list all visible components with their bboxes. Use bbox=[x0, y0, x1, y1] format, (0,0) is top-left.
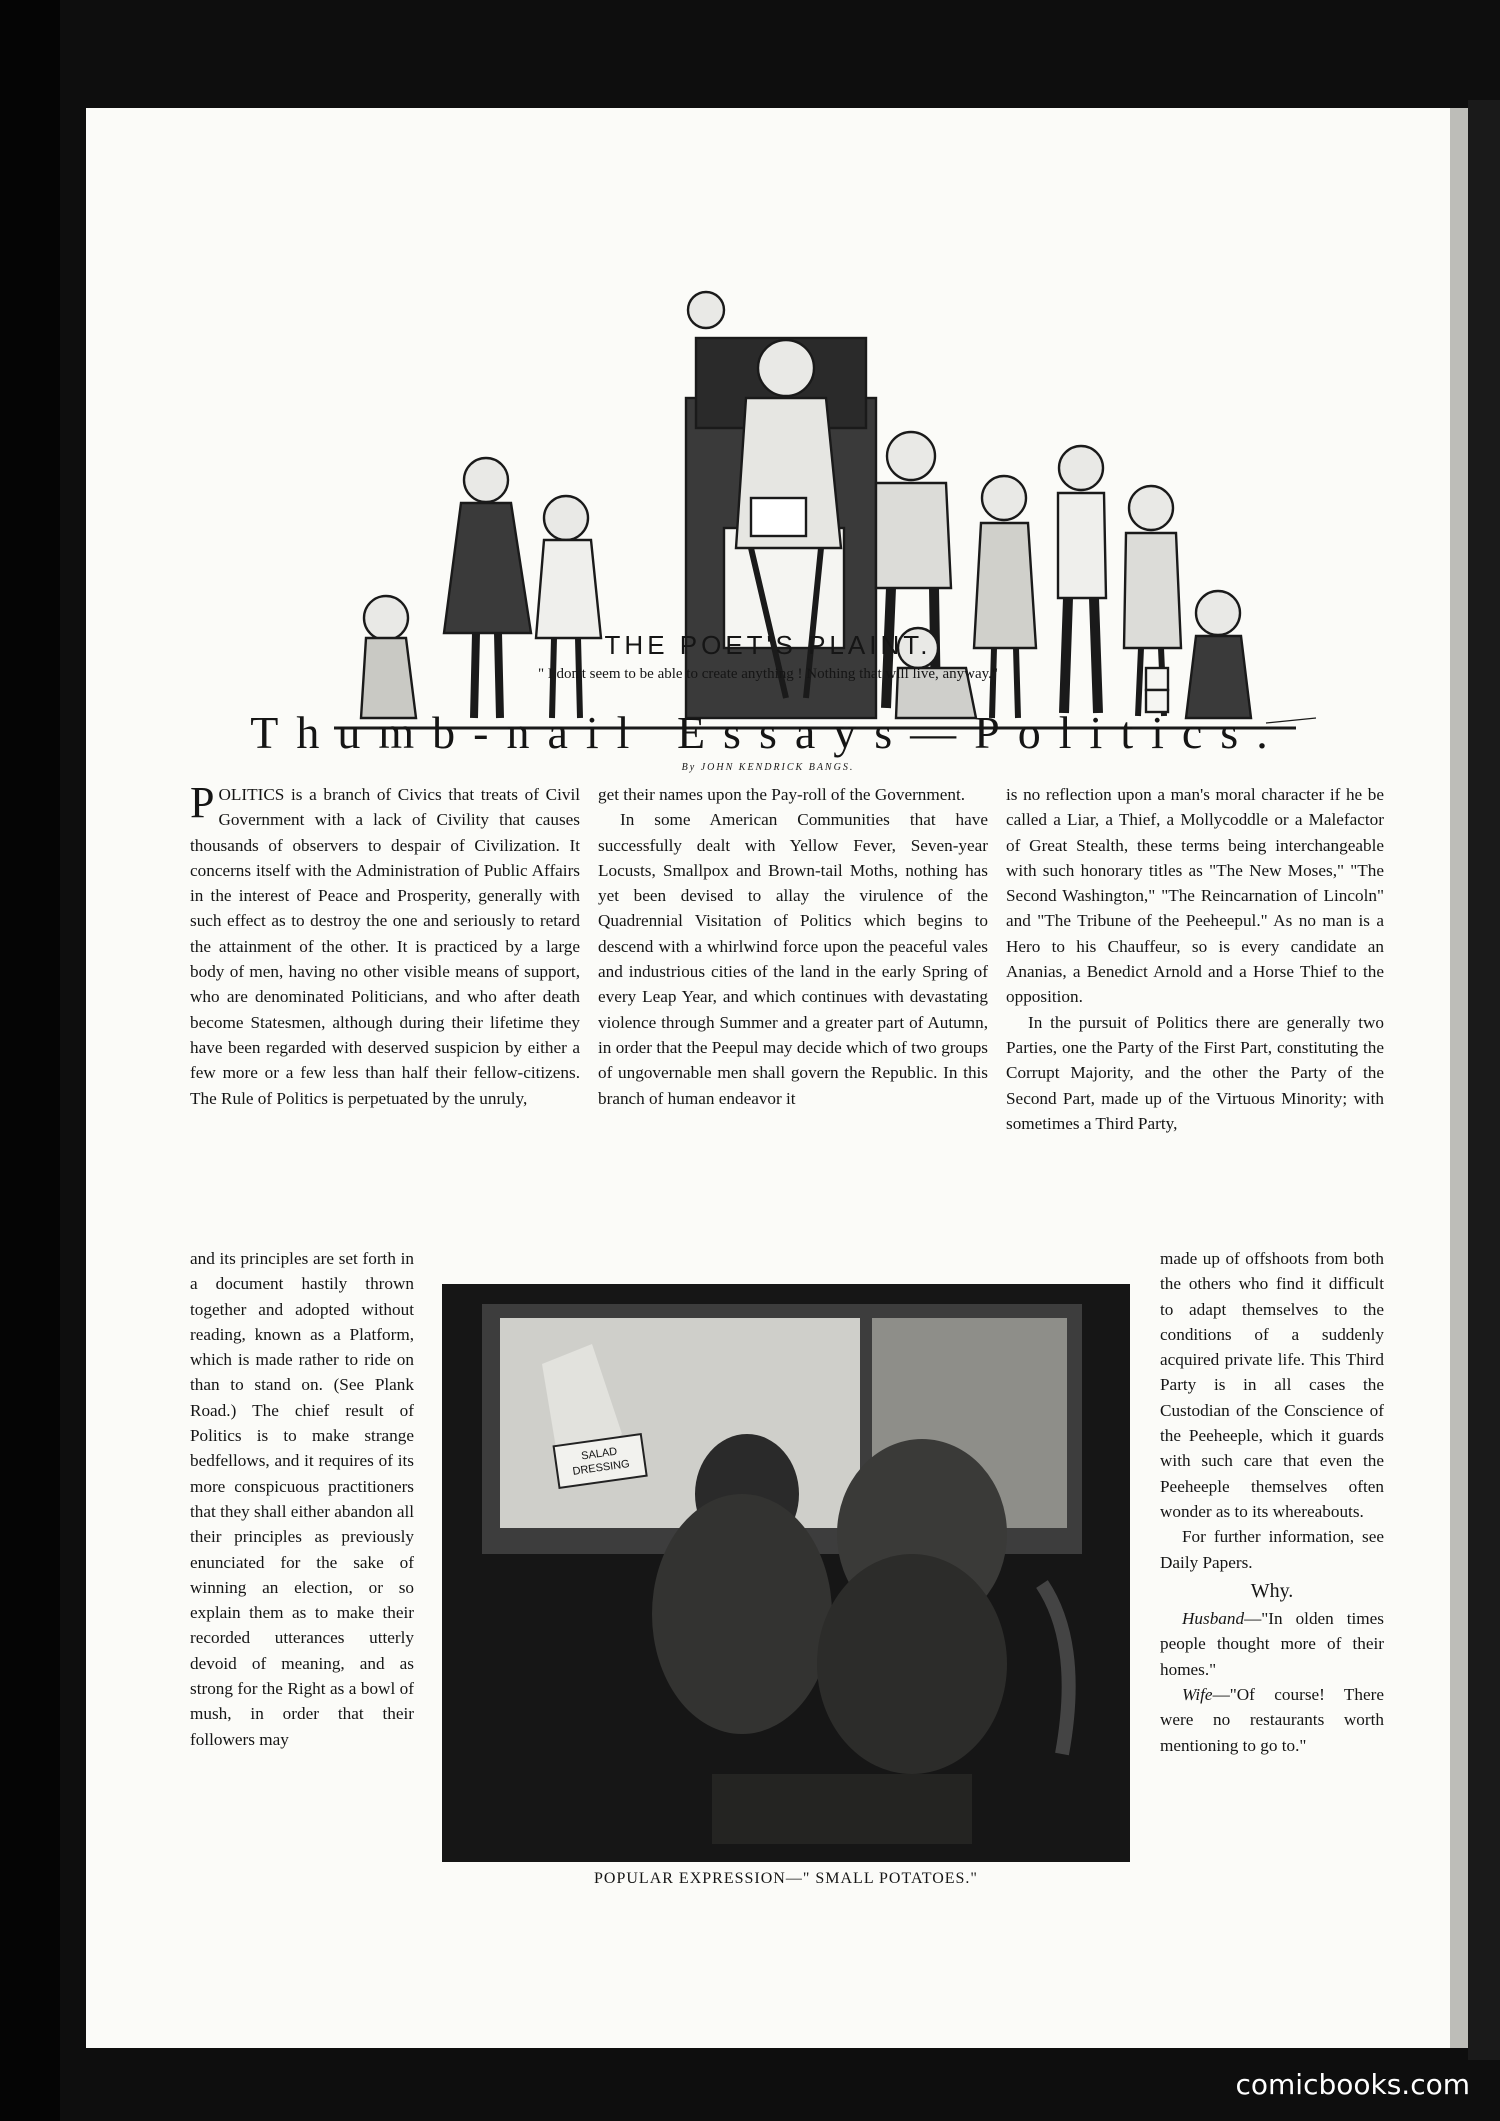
column-2-paragraph-1: get their names upon the Pay-roll of the Government. bbox=[598, 785, 966, 804]
facing-page-edge bbox=[1450, 108, 1468, 2048]
poet-plaint-illustration bbox=[246, 228, 1326, 738]
photo-caption: POPULAR EXPRESSION—" SMALL POTATOES." bbox=[594, 1870, 978, 1887]
article-column-3 bbox=[1006, 782, 1384, 1136]
why-husband-line bbox=[1160, 1606, 1384, 1682]
column-3-paragraph-1: is no reflection upon a man's moral character if he be called a Liar, a Thief, a Mollycoddle or a Malefactor of Great Stealth, these terms being interchangeable with such honorary titles as "The New Moses," "The Second Washington," "The Reincarnation of Lincoln" and "The Tribune of the Peeheepul." As no man is a Hero to his Chauffeur, so is every candidate an Ananias, a Benedict Arnold and a Horse Thief to the opposition. bbox=[1006, 785, 1384, 1007]
site-watermark: comicbooks.com bbox=[1235, 2068, 1470, 2101]
drop-cap: P bbox=[190, 778, 215, 827]
illustration-caption-title: THE POET'S PLAINT. bbox=[604, 630, 932, 660]
husband-text: —"In olden times people thought more of their homes." bbox=[1160, 1609, 1384, 1679]
column-3-paragraph-3: made up of offshoots from both the others who find it difficult to adapt themselves to the conditions of a suddenly acquired private life. This Third Party is in all cases the Custodian of the Conscience of the Peeheeple, which it guards with such care that even the Peeheeple themselves often wonder as to its whereabouts. bbox=[1160, 1249, 1384, 1521]
column-1-paragraph-1: OLITICS is a branch of Civics that treats of Civil Government with a lack of Civility that causes thousands of observers to despair of Civilization. It concerns itself with the Administration of Public Affairs in the interest of Peace and Prosperity, generally with such effect as to destroy the one and seriously to retard the attainment of the other. It is practiced by a large body of men, having no other visible means of support, who are denominated Politicians, and who after death become Statesmen, although during their lifetime they have been regarded with deserved suspicion by either a few more or a few less than half their fellow-citizens. The Rule of Politics is perpetuated by the unruly, bbox=[190, 785, 580, 1108]
column-3-paragraph-2: In the pursuit of Politics there are generally two Parties, one the Party of the First Part, constituting the Corrupt Majority, and the other the Party of the Second Part, made up of the Virtuous Minority; with sometimes a Third Party, bbox=[1006, 1012, 1384, 1133]
article-byline: By JOHN KENDRICK BANGS. bbox=[681, 762, 855, 773]
husband-label: Husband bbox=[1182, 1609, 1245, 1629]
wife-label: Wife bbox=[1182, 1685, 1213, 1705]
article-column-3-continued bbox=[1160, 1246, 1384, 1758]
column-2-paragraph-2: In some American Communities that have successfully dealt with Yellow Fever, Seven-year Locusts, Smallpox and Brown-tail Moths, nothing has yet been devised to allay the virulence of the Quadrennial Visitation of Politics which begins to descend with a whirlwind force upon the peaceful vales and industrious cities of the land in the early Spring of every Leap Year, and which continues with devastating violence through Summer and a greater part of Autumn, in order that the Peepul may decide which of two groups of ungovernable men shall govern the Republic. In this branch of human endeavor it bbox=[598, 810, 988, 1108]
magazine-page bbox=[86, 108, 1450, 2048]
wife-text: —"Of course! There were no restaurants worth mentioning to go to." bbox=[1160, 1685, 1384, 1755]
scan-border bbox=[0, 0, 60, 2121]
scan-border-right bbox=[1468, 100, 1500, 2060]
salad-dressing-sign: SALADDRESSING bbox=[571, 1445, 631, 1478]
column-1-paragraph-2: and its principles are set forth in a document hastily thrown together and adopted without reading, known as a Platform, which is made rather to ride on than to stand on. (See Plank Road.) The chief result of Politics is to make strange bedfellows, and it requires of its more conspicuous practitioners that they shall either abandon all their principles as previously enunciated for the sake of winning an election, or so explain them as to make their recorded utterances utterly devoid of meaning, and as strong for the Right as a bowl of mush, in order that their followers may bbox=[190, 1249, 414, 1749]
column-3-paragraph-4: For further information, see Daily Papers. bbox=[1160, 1527, 1384, 1572]
article-title: Thumb-nail Essays—Politics. bbox=[250, 707, 1286, 758]
article-column-1 bbox=[190, 778, 580, 1111]
illustration-caption-quote: " I don't seem to be able to create anything ! Nothing that will live, anyway." bbox=[537, 666, 999, 682]
why-wife-line bbox=[1160, 1682, 1384, 1758]
small-potatoes-photo bbox=[442, 1284, 1130, 1862]
article-column-1-continued bbox=[190, 1246, 414, 1752]
article-column-2 bbox=[598, 782, 988, 1111]
why-heading: Why. bbox=[1250, 1579, 1294, 1602]
